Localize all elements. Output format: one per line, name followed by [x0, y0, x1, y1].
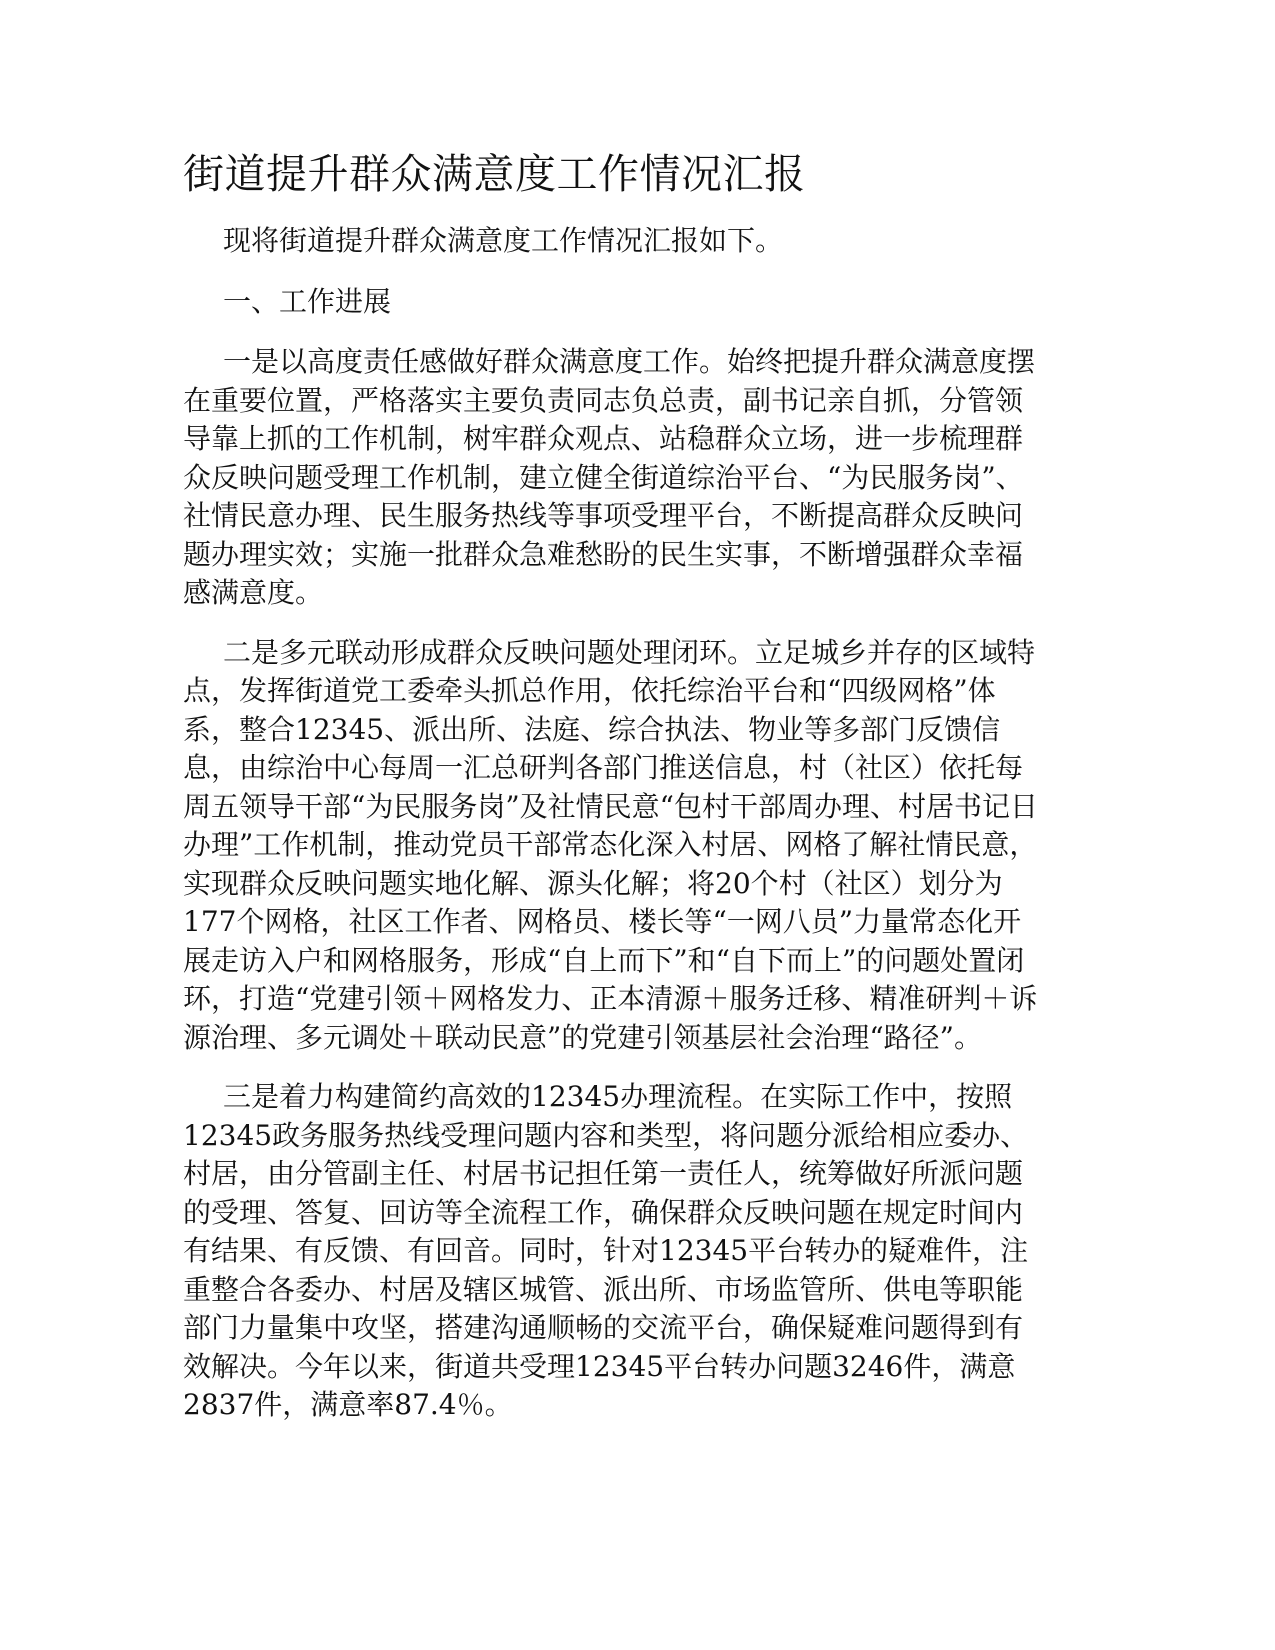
body-paragraph-2: 二是多元联动形成群众反映问题处理闭环。立足城乡并存的区域特点，发挥街道党工委牵头抓总作用，依托综治平台和“四级网格”体系，整合12345、派出所、法庭、综合执法、物业等多部门反馈信息，由综治中心每周一汇总研判各部门推送信息，村（社区）依托每周五领导干部“为民服务岗”及社情民意“包村干部周办理、村居书记日办理”工作机制，推动党员干部常态化深入村居、网格了解社情民意，实现群众反映问题实地化解、源头化解；将20个村（社区）划分为177个网格，社区工作者、网格员、楼长等“一网八员”力量常态化开展走访入户和网格服务，形成“自上而下”和“自下而上”的问题处置闭环，打造“党建引领＋网格发力、正本清源＋服务迁移、精准研判＋诉源治理、多元调处＋联动民意”的党建引领基层社会治理“路径”。 — [183, 635, 1038, 1054]
body-paragraph-3: 三是着力构建简约高效的12345办理流程。在实际工作中，按照12345政务服务热线受理问题内容和类型，将问题分派给相应委办、村居，由分管副主任、村居书记担任第一责任人，统筹做好所派问题的受理、答复、回访等全流程工作，确保群众反映问题在规定时间内有结果、有反馈、有回音。同时，针对12345平台转办的疑难件，注重整合各委办、村居及辖区城管、派出所、市场监管所、供电等职能部门力量集中攻坚，搭建沟通顺畅的交流平台，确保疑难问题得到有效解决。今年以来，街道共受理12345平台转办问题3246件，满意2837件，满意率87.4％。 — [183, 1080, 1029, 1421]
section-heading: 一、工作进展 — [223, 284, 392, 318]
intro-paragraph: 现将街道提升群众满意度工作情况汇报如下。 — [223, 224, 784, 257]
body-paragraph-1: 一是以高度责任感做好群众满意度工作。始终把提升群众满意度摆在重要位置，严格落实主要负责同志负总责，副书记亲自抓，分管领导靠上抓的工作机制，树牢群众观点、站稳群众立场，进一步梳理群众反映问题受理工作机制，建立健全街道综治平台、“为民服务岗”、社情民意办理、民生服务热线等事项受理平台，不断提高群众反映问题办理实效；实施一批群众急难愁盼的民生实事，不断增强群众幸福感满意度。 — [183, 345, 1036, 609]
document-title: 街道提升群众满意度工作情况汇报 — [183, 150, 806, 198]
document-body — [183, 222, 1048, 1446]
